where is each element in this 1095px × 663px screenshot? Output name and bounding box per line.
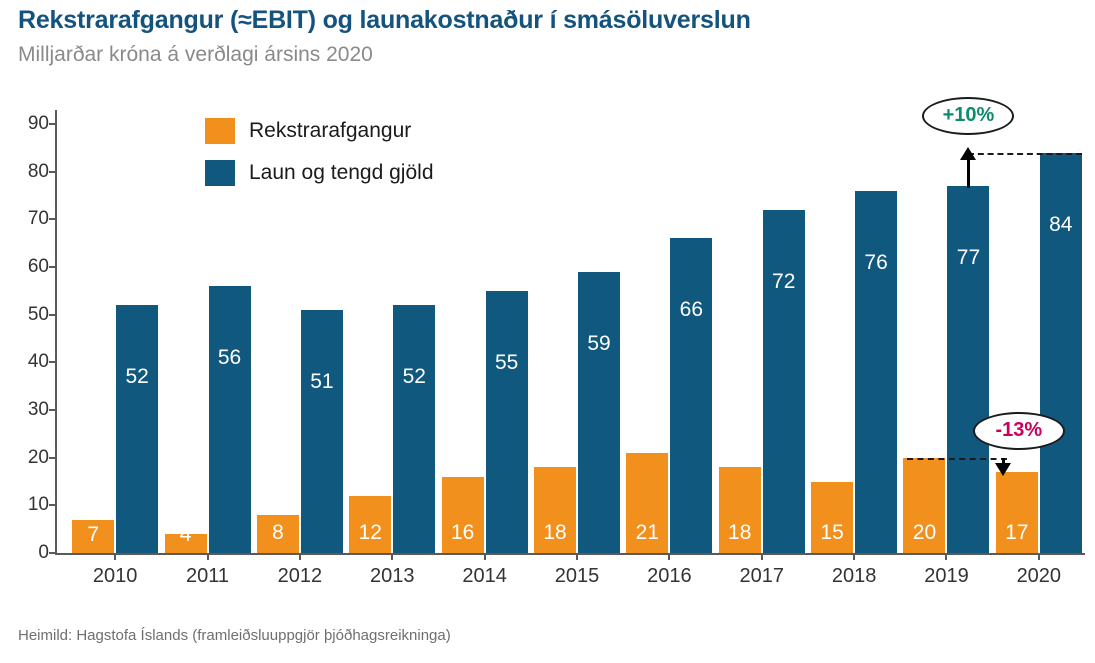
y-tick-mark <box>49 218 55 220</box>
bar-label-wages-2018: 76 <box>864 250 888 274</box>
bar-wages-2016[interactable] <box>670 238 712 553</box>
x-tick-mark <box>576 553 578 560</box>
y-tick-label: 40 <box>27 351 49 373</box>
legend-swatch-ebit <box>205 118 235 144</box>
bar-label-wages-2016: 66 <box>679 298 704 322</box>
bar-label-wages-2011: 56 <box>217 346 242 370</box>
bar-wages-2014[interactable] <box>486 291 528 553</box>
chart-axes <box>27 104 1085 587</box>
y-tick-mark <box>49 171 55 173</box>
x-tick-mark <box>668 553 670 560</box>
y-tick-mark <box>49 457 55 459</box>
x-tick-label-2017: 2017 <box>739 565 784 587</box>
x-tick-mark <box>114 553 116 560</box>
x-tick-mark <box>761 553 763 560</box>
bar-label-wages-2020: 84 <box>1049 212 1073 236</box>
y-tick-mark <box>49 552 55 554</box>
bar-label-ebit-2018: 15 <box>820 521 844 544</box>
bar-wages-2012[interactable] <box>301 310 343 553</box>
y-tick-mark <box>49 266 55 268</box>
x-tick-mark <box>391 553 393 560</box>
x-tick-label-2019: 2019 <box>924 565 969 587</box>
y-tick-label: 0 <box>38 542 49 563</box>
y-tick-label: 10 <box>27 494 49 516</box>
y-tick-mark <box>49 123 55 125</box>
legend-label-ebit: Rekstrarafgangur <box>249 119 412 142</box>
bar-label-wages-2015: 59 <box>587 331 611 355</box>
arrow-down-head <box>995 463 1011 476</box>
dashed-guide-ebit <box>907 458 1006 460</box>
legend-swatch-wages <box>205 160 235 186</box>
bar-label-ebit-2019: 20 <box>912 521 937 544</box>
bar-label-ebit-2011: 4 <box>179 523 192 546</box>
x-tick-label-2013: 2013 <box>370 565 415 587</box>
x-tick-label-2016: 2016 <box>647 565 692 587</box>
bar-label-wages-2014: 55 <box>494 350 519 374</box>
y-tick-label: 90 <box>27 113 49 134</box>
x-tick-label-2020: 2020 <box>1016 565 1062 587</box>
x-tick-mark <box>207 553 209 560</box>
x-tick-mark <box>945 553 947 560</box>
y-tick-label: 20 <box>27 446 49 468</box>
x-tick-label-2014: 2014 <box>462 565 507 587</box>
bar-label-ebit-2016: 21 <box>635 521 660 544</box>
x-tick-label-2018: 2018 <box>831 565 877 587</box>
decline-callout-ebit: -13% <box>973 412 1065 450</box>
bar-label-wages-2019: 77 <box>956 245 981 269</box>
arrow-up-head <box>960 147 976 160</box>
legend-item-ebit <box>205 118 434 144</box>
page-subtitle: Milljarðar króna á verðlagi ársins 2020 <box>18 43 373 66</box>
x-axis-line <box>55 553 1085 555</box>
dashed-guide-wages <box>968 153 1081 155</box>
x-tick-mark <box>484 553 486 560</box>
bar-label-ebit-2015: 18 <box>543 521 567 544</box>
y-tick-label: 30 <box>27 399 49 420</box>
bar-label-ebit-2014: 16 <box>450 521 475 544</box>
bar-wages-2010[interactable] <box>116 305 158 553</box>
bar-wages-2018[interactable] <box>855 191 897 553</box>
y-tick-label: 70 <box>27 208 49 230</box>
chart-plot-area <box>27 104 1085 587</box>
y-tick-mark <box>49 361 55 363</box>
x-tick-label-2015: 2015 <box>554 565 600 587</box>
x-tick-mark <box>853 553 855 560</box>
legend-label-wages: Laun og tengd gjöld <box>249 161 434 184</box>
bar-label-ebit-2020: 17 <box>1005 521 1029 544</box>
bar-label-ebit-2010: 7 <box>87 523 100 546</box>
y-tick-mark <box>49 409 55 411</box>
y-tick-label: 80 <box>27 160 49 182</box>
x-tick-mark <box>1038 553 1040 560</box>
bar-label-wages-2010: 52 <box>125 365 149 389</box>
y-axis-line <box>55 110 57 555</box>
bar-label-wages-2017: 72 <box>772 269 796 293</box>
arrow-up-shaft <box>967 157 970 188</box>
source-note: Heimild: Hagstofa Íslands (framleiðsluuppgjör þjóðhagsreikninga) <box>18 627 451 644</box>
chart-legend <box>205 118 434 202</box>
x-tick-label-2011: 2011 <box>186 565 230 587</box>
bar-label-wages-2013: 52 <box>402 365 426 389</box>
x-tick-mark <box>299 553 301 560</box>
bar-wages-2011[interactable] <box>209 286 251 553</box>
bar-wages-2013[interactable] <box>393 305 435 553</box>
y-tick-mark <box>49 504 55 506</box>
y-tick-mark <box>49 314 55 316</box>
y-tick-label: 50 <box>27 303 49 325</box>
bar-label-wages-2012: 51 <box>310 369 334 393</box>
bar-label-ebit-2017: 18 <box>728 521 752 544</box>
bar-label-ebit-2013: 12 <box>358 521 382 544</box>
legend-item-wages <box>205 160 434 186</box>
growth-callout-wages: +10% <box>922 97 1014 135</box>
bar-wages-2017[interactable] <box>763 210 805 553</box>
x-tick-label-2010: 2010 <box>92 565 138 587</box>
bar-wages-2015[interactable] <box>578 272 620 553</box>
y-tick-label: 60 <box>27 256 49 277</box>
page-title: Rekstrarafgangur (≈EBIT) og launakostnaður í smásöluverslun <box>18 6 751 34</box>
x-tick-label-2012: 2012 <box>277 565 323 587</box>
bar-wages-2019[interactable] <box>947 186 989 553</box>
bar-label-ebit-2012: 8 <box>272 521 284 544</box>
